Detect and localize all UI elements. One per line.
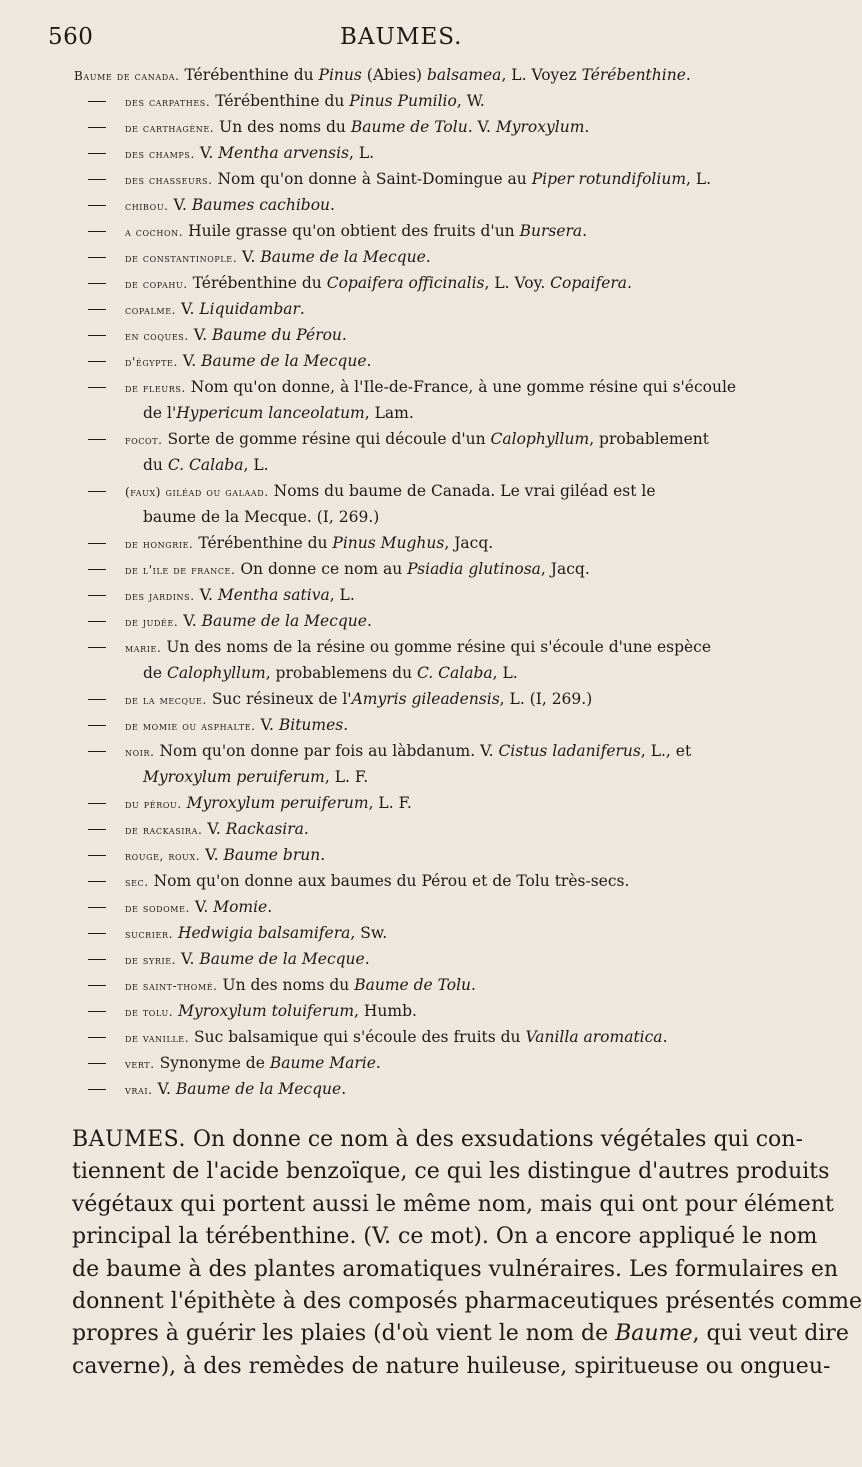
entry-text: Huile grasse qu'on obtient des fruits d'un xyxy=(183,222,520,240)
entry-line xyxy=(125,686,592,713)
italic-text: Myroxylum peruiferum xyxy=(186,794,369,812)
entry-text: V. xyxy=(255,716,279,734)
ditto-dash xyxy=(88,699,106,700)
article-heading: BAUMES. xyxy=(72,1127,186,1152)
entry-text: de baume à des plantes aromatiques vulnéraires. Les formulaires en xyxy=(72,1256,839,1282)
entry-text: V. xyxy=(237,248,261,266)
entry-text: V. xyxy=(176,950,200,968)
entry-headword: du pérou. xyxy=(125,797,182,811)
entry-text: Térébenthine du xyxy=(179,66,319,84)
entry-text: principal la térébenthine. (V. ce mot). On a encore appliqué le nom xyxy=(72,1224,818,1250)
italic-text: Calophyllum xyxy=(167,664,266,682)
entry-text: , L. F. xyxy=(324,768,369,786)
entry-text: végétaux qui portent aussi le même nom, mais qui ont pour élément xyxy=(72,1191,834,1217)
italic-text: Psiadia glutinosa xyxy=(407,560,541,578)
entry-headword: de saint-thomé. xyxy=(125,979,218,993)
entry-headword: de fleurs. xyxy=(125,381,186,395)
entry-line xyxy=(125,244,431,271)
entry-text: Un des noms de la résine ou gomme résine qui s'écoule d'une espèce xyxy=(161,638,712,656)
article-line xyxy=(72,1124,803,1156)
entry-text: , Humb. xyxy=(354,1002,417,1020)
ditto-dash xyxy=(88,855,106,856)
ditto-dash xyxy=(88,1037,106,1038)
entry-line xyxy=(125,608,372,635)
italic-text: C. Calaba xyxy=(167,456,244,474)
entry-line xyxy=(125,946,370,973)
ditto-dash xyxy=(88,205,106,206)
entry-text: . xyxy=(582,222,588,240)
entry-text: Synonyme de xyxy=(154,1054,270,1072)
italic-text: Baume de la Mecque xyxy=(199,950,365,968)
entry-text: V. xyxy=(194,586,218,604)
entry-line xyxy=(125,140,374,167)
entry-line xyxy=(125,634,711,661)
entry-headword: de carthagène. xyxy=(125,121,215,135)
entry-headword: noir. xyxy=(125,745,155,759)
entry-text: Nom qu'on donne, à l'Ile-de-France, à une gomme résine qui s'écoule xyxy=(185,378,737,396)
entry-headword: focot. xyxy=(125,433,163,447)
italic-text: Baume de la Mecque xyxy=(201,352,367,370)
ditto-dash xyxy=(88,179,106,180)
entry-text: . xyxy=(330,196,335,214)
ditto-dash xyxy=(88,1063,106,1064)
ditto-dash xyxy=(88,829,106,830)
entry-headword: de tolu. xyxy=(125,1005,174,1019)
entry-text: . xyxy=(267,898,273,916)
entry-text: Nom qu'on donne aux baumes du Pérou et de Tolu très-secs. xyxy=(148,872,630,890)
entry-continuation xyxy=(143,660,518,686)
italic-text: Myroxylum xyxy=(495,118,585,136)
ditto-dash xyxy=(88,1011,106,1012)
entry-text: , L. xyxy=(243,456,269,474)
entry-text: , L. (I, 269.) xyxy=(499,690,593,708)
entry-headword: vrai. xyxy=(125,1083,153,1097)
entry-headword: de l'ile de france. xyxy=(125,563,236,577)
entry-continuation xyxy=(143,504,379,530)
ditto-dash xyxy=(88,959,106,960)
entry-text: , Sw. xyxy=(350,924,388,942)
italic-text: Vanilla aromatica xyxy=(525,1028,663,1046)
entry-line xyxy=(125,114,589,141)
entry-line xyxy=(125,192,335,219)
article-line xyxy=(72,1351,831,1383)
ditto-dash xyxy=(88,1089,106,1090)
running-title: BAUMES. xyxy=(340,24,463,50)
italic-text: Baume xyxy=(615,1321,693,1347)
entry-text: , L. xyxy=(686,170,712,188)
entry-text: On donne ce nom à des exsudations végétales qui con- xyxy=(185,1127,803,1152)
entry-text: , L., et xyxy=(640,742,692,760)
entry-line xyxy=(125,270,632,297)
ditto-dash xyxy=(88,933,106,934)
entry-headword: de sodome. xyxy=(125,901,190,915)
entry-headword: a cochon. xyxy=(125,225,184,239)
ditto-dash xyxy=(88,985,106,986)
ditto-dash xyxy=(88,543,106,544)
italic-text: Baume de la Mecque xyxy=(260,248,426,266)
italic-text: Copaifera xyxy=(550,274,628,292)
article-line xyxy=(72,1189,834,1221)
entry-headword: de syrie. xyxy=(125,953,177,967)
italic-text: Baume Marie xyxy=(269,1054,376,1072)
entry-text: . xyxy=(364,950,370,968)
ditto-dash xyxy=(88,153,106,154)
entry-headword: chibou. xyxy=(125,199,169,213)
entry-headword: sucrier. xyxy=(125,927,174,941)
entry-line xyxy=(125,556,590,583)
entry-text: V. xyxy=(202,820,226,838)
entry-text: propres à guérir les plaies (d'où vient le nom de xyxy=(72,1321,616,1347)
italic-text: Baume de Tolu xyxy=(354,976,472,994)
entry-line xyxy=(125,868,629,895)
italic-text: Baumes cachibou xyxy=(191,196,331,214)
entry-text: . xyxy=(584,118,590,136)
article-line xyxy=(72,1156,830,1188)
entry-text: Un des noms du xyxy=(214,118,351,136)
italic-text: Liquidambar xyxy=(199,300,300,318)
ditto-dash xyxy=(88,621,106,622)
entry-text: V. xyxy=(176,300,200,318)
italic-text: Myroxylum peruiferum xyxy=(143,768,325,786)
ditto-dash xyxy=(88,881,106,882)
ditto-dash xyxy=(88,309,106,310)
entry-line xyxy=(74,62,691,89)
italic-text: Bitumes xyxy=(278,716,344,734)
ditto-dash xyxy=(88,257,106,258)
entry-headword: d'égypte. xyxy=(125,355,178,369)
entry-line xyxy=(125,582,355,609)
italic-text: Pinus Pumilio xyxy=(349,92,457,110)
entry-text: . xyxy=(366,612,372,630)
ditto-dash xyxy=(88,361,106,362)
entry-text: (Abies) xyxy=(361,66,427,84)
entry-headword: sec. xyxy=(125,875,149,889)
entry-line xyxy=(125,348,371,375)
ditto-dash xyxy=(88,595,106,596)
entry-text: du xyxy=(143,456,168,474)
entry-text: tiennent de l'acide benzoïque, ce qui les distingue d'autres produits xyxy=(72,1159,830,1185)
entry-text: . V. xyxy=(467,118,496,136)
entry-text: . xyxy=(375,1054,381,1072)
italic-text: Pinus Mughus xyxy=(332,534,445,552)
entry-headword: des champs. xyxy=(125,147,195,161)
entry-text: , probablemens du xyxy=(265,664,417,682)
ditto-dash xyxy=(88,127,106,128)
entry-line xyxy=(125,166,711,193)
entry-text: . xyxy=(341,1080,347,1098)
italic-text: Amyris gileadensis xyxy=(351,690,500,708)
entry-text: V. xyxy=(152,1080,176,1098)
italic-text: Rackasira xyxy=(225,820,304,838)
entry-text: baume de la Mecque. (I, 269.) xyxy=(143,508,380,526)
entry-text: , L. Voy. xyxy=(484,274,551,292)
entry-text: , L. xyxy=(349,144,375,162)
entry-text: , Lam. xyxy=(364,404,414,422)
entry-text: , W. xyxy=(456,92,485,110)
entry-text: Térébenthine du xyxy=(193,534,333,552)
italic-text: Cistus ladaniferus xyxy=(498,742,641,760)
entry-continuation xyxy=(143,400,414,426)
entry-headword: des carpathes. xyxy=(125,95,211,109)
entry-text: . xyxy=(320,846,326,864)
entry-line xyxy=(125,1050,381,1077)
entry-text: Nom qu'on donne à Saint-Domingue au xyxy=(212,170,532,188)
entry-text: , L. xyxy=(492,664,518,682)
entry-headword: rouge, roux. xyxy=(125,849,201,863)
ditto-dash xyxy=(88,803,106,804)
entry-text: V. xyxy=(178,612,202,630)
entry-line xyxy=(125,894,272,921)
entry-text: . xyxy=(299,300,305,318)
entry-line xyxy=(125,972,476,999)
italic-text: Copaifera officinalis xyxy=(326,274,485,292)
entry-text: . xyxy=(343,716,349,734)
entry-text: V. xyxy=(177,352,202,370)
entry-headword: (faux) giléad ou galaad. xyxy=(125,485,269,499)
entry-line xyxy=(125,296,305,323)
entry-text: V. xyxy=(189,898,214,916)
entry-line xyxy=(125,790,412,817)
entry-headword: en coques. xyxy=(125,329,189,343)
entry-headword: copalme. xyxy=(125,303,177,317)
italic-text: Térébenthine. xyxy=(581,66,691,84)
article-line xyxy=(72,1286,862,1318)
entry-text: Suc résineux de l' xyxy=(206,690,352,708)
entry-text: . xyxy=(366,352,372,370)
entry-text: Sorte de gomme résine qui découle d'un xyxy=(162,430,491,448)
entry-text: Noms du baume de Canada. Le vrai giléad est le xyxy=(268,482,656,500)
entry-text: Un des noms du xyxy=(217,976,355,994)
entry-text: On donne ce nom au xyxy=(235,560,408,578)
entry-headword: des jardins. xyxy=(125,589,195,603)
entry-line xyxy=(125,88,485,115)
entry-continuation xyxy=(143,764,368,790)
page-number: 560 xyxy=(48,24,94,50)
entry-text: , qui veut dire xyxy=(692,1321,849,1347)
italic-text: C. Calaba xyxy=(417,664,493,682)
entry-text: V. xyxy=(188,326,213,344)
italic-text: Baume de Tolu xyxy=(350,118,468,136)
article-line xyxy=(72,1221,818,1253)
entry-headword: de vanille. xyxy=(125,1031,190,1045)
entry-line xyxy=(125,322,347,349)
entry-text: V. xyxy=(168,196,192,214)
entry-line xyxy=(125,218,587,245)
entry-headword: de constantinople. xyxy=(125,251,238,265)
entry-line xyxy=(125,374,736,401)
entry-text: . xyxy=(425,248,431,266)
entry-text: Térébenthine du xyxy=(187,274,327,292)
entry-line xyxy=(125,426,709,453)
ditto-dash xyxy=(88,491,106,492)
italic-text: Bursera xyxy=(519,222,583,240)
ditto-dash xyxy=(88,647,106,648)
ditto-dash xyxy=(88,569,106,570)
italic-text: Baume du Pérou xyxy=(212,326,342,344)
entry-text: Térébenthine du xyxy=(210,92,350,110)
entry-line xyxy=(125,842,325,869)
entry-line xyxy=(125,478,656,505)
entry-text: . xyxy=(303,820,309,838)
entry-line xyxy=(125,1076,346,1103)
italic-text: Piper rotundifolium xyxy=(531,170,687,188)
entry-text: , Jacq. xyxy=(444,534,494,552)
entry-headword: des chasseurs. xyxy=(125,173,213,187)
entry-text: . xyxy=(662,1028,668,1046)
italic-text: Calophyllum xyxy=(490,430,590,448)
entry-line xyxy=(125,998,417,1025)
entry-headword: vert. xyxy=(125,1057,155,1071)
entry-text: caverne), à des remèdes de nature huileuse, spiritueuse ou ongueu- xyxy=(72,1353,831,1379)
entry-headword: de copahu. xyxy=(125,277,188,291)
ditto-dash xyxy=(88,907,106,908)
ditto-dash xyxy=(88,283,106,284)
entry-text: , L. xyxy=(329,586,355,604)
entry-text: , L. Voyez xyxy=(501,66,582,84)
entry-line xyxy=(125,738,691,765)
italic-text: Baume de la Mecque xyxy=(201,612,367,630)
italic-text: Myroxylum toluiferum xyxy=(178,1002,355,1020)
entry-text: V. xyxy=(194,144,219,162)
ditto-dash xyxy=(88,751,106,752)
entry-headword: de momie ou asphalte. xyxy=(125,719,256,733)
entry-headword: de judée. xyxy=(125,615,179,629)
entry-text: , probablement xyxy=(589,430,710,448)
entry-headword: de rackasira. xyxy=(125,823,203,837)
ditto-dash xyxy=(88,101,106,102)
entry-headword: marie. xyxy=(125,641,162,655)
italic-text: Hypericum lanceolatum xyxy=(176,404,365,422)
entry-line xyxy=(125,530,493,557)
entry-text: Nom qu'on donne par fois au làbdanum. V. xyxy=(154,742,499,760)
italic-text: Mentha sativa xyxy=(217,586,330,604)
entry-headword: Baume de canada. xyxy=(74,69,180,83)
entry-text: . xyxy=(627,274,632,292)
entry-text: de xyxy=(143,664,168,682)
italic-text: Pinus xyxy=(318,66,362,84)
italic-text: Baume brun xyxy=(223,846,321,864)
entry-text: . xyxy=(341,326,347,344)
entry-line xyxy=(125,816,309,843)
italic-text: Baume de la Mecque xyxy=(175,1080,342,1098)
ditto-dash xyxy=(88,231,106,232)
ditto-dash xyxy=(88,335,106,336)
entry-text: V. xyxy=(200,846,224,864)
italic-text: Momie xyxy=(213,898,268,916)
ditto-dash xyxy=(88,439,106,440)
entry-line xyxy=(125,712,348,739)
ditto-dash xyxy=(88,387,106,388)
entry-text: , Jacq. xyxy=(540,560,590,578)
ditto-dash xyxy=(88,725,106,726)
entry-text: . xyxy=(471,976,476,994)
article-line xyxy=(72,1318,849,1350)
entry-line xyxy=(125,920,387,947)
italic-text: Mentha arvensis xyxy=(218,144,350,162)
entry-line xyxy=(125,1024,668,1051)
entry-headword: de la mecque. xyxy=(125,693,207,707)
entry-continuation xyxy=(143,452,269,478)
entry-text: donnent l'épithète à des composés pharmaceutiques présentés comme xyxy=(72,1289,862,1315)
article-line xyxy=(72,1254,839,1286)
entry-headword: de hongrie. xyxy=(125,537,194,551)
main-article xyxy=(72,1124,862,1383)
entry-text: de l' xyxy=(143,404,177,422)
italic-text: balsamea xyxy=(427,66,502,84)
entry-text: , L. F. xyxy=(368,794,412,812)
entry-text: Suc balsamique qui s'écoule des fruits du xyxy=(189,1028,526,1046)
italic-text: Hedwigia balsamifera xyxy=(177,924,351,942)
